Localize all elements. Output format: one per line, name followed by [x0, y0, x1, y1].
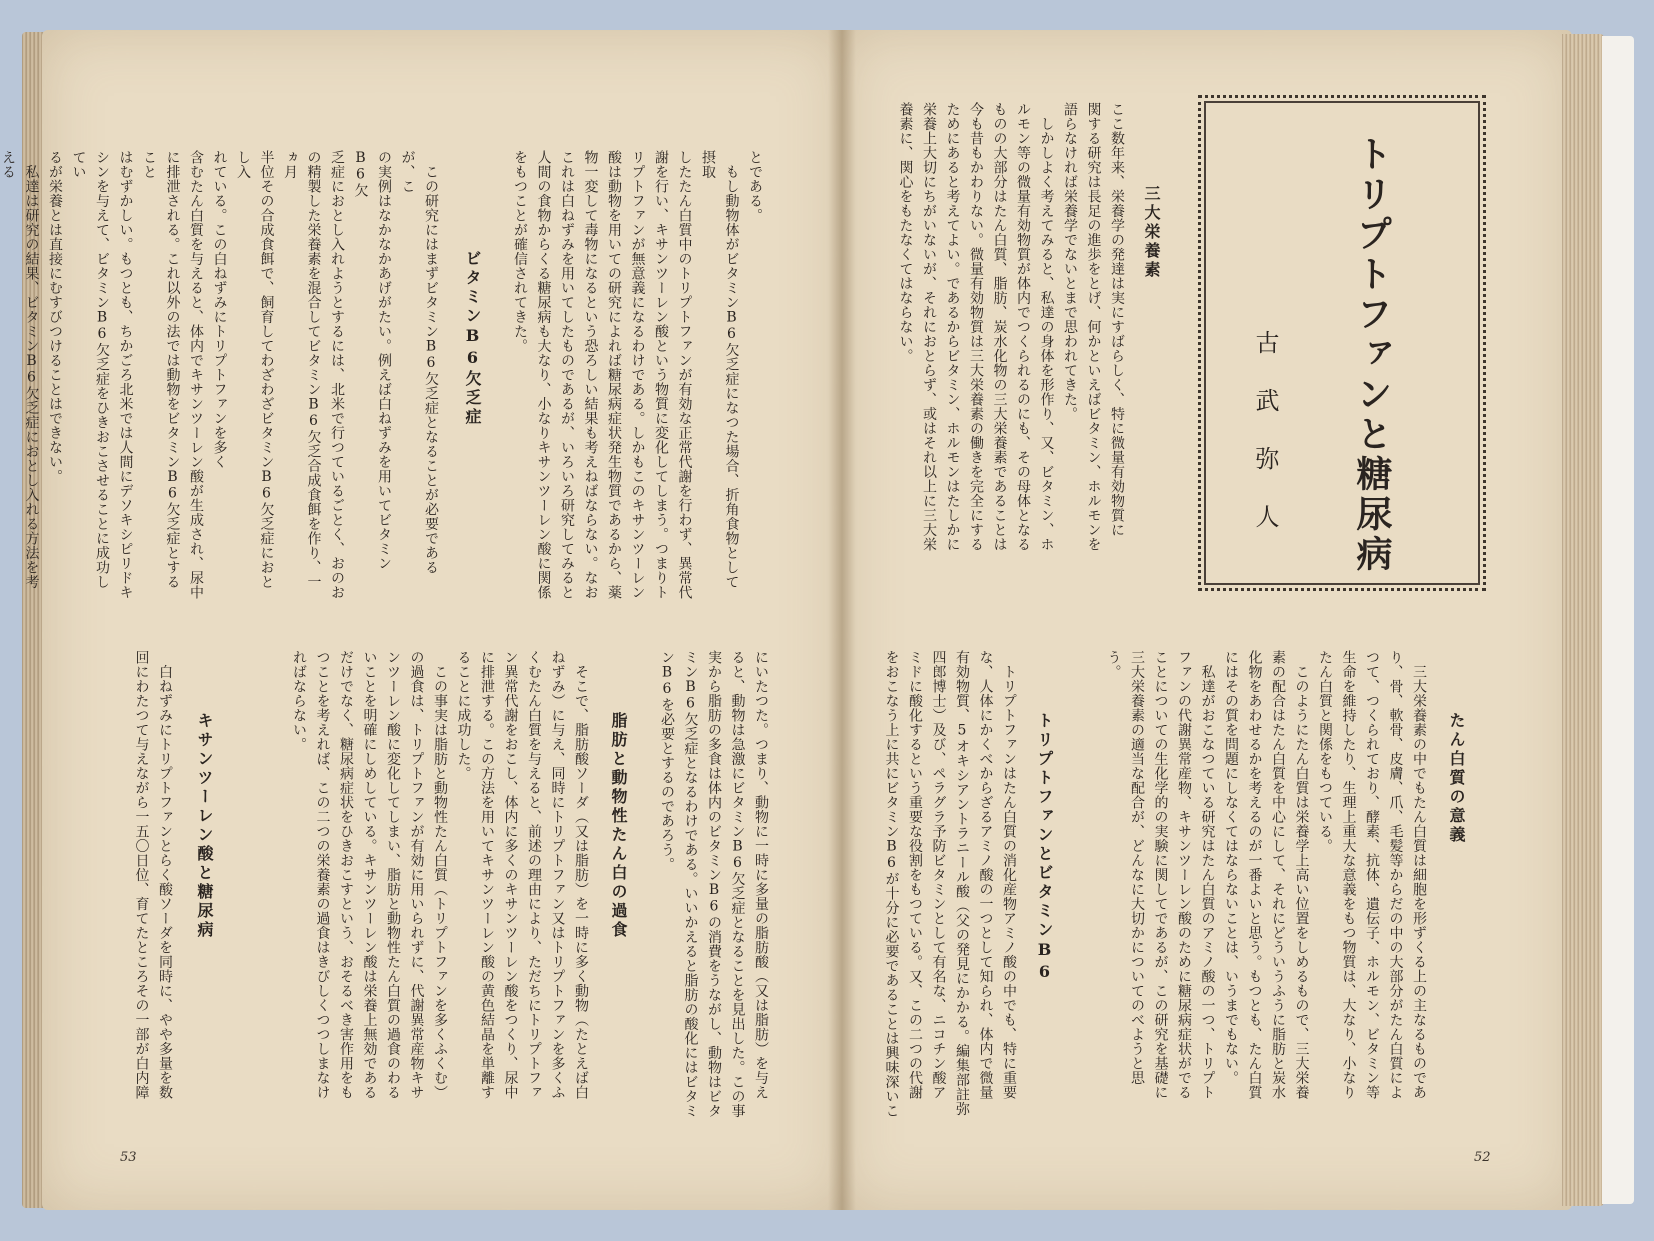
section-heading: 脂肪と動物性たん白の過食: [609, 712, 628, 940]
page-number: 52: [1474, 1150, 1491, 1165]
title-frame: [1198, 95, 1486, 591]
section-heading: たん白質の意義: [1447, 712, 1466, 845]
author-name: 古武弥人: [1251, 330, 1279, 562]
section-heading: キサンツーレン酸と糖尿病: [195, 712, 214, 940]
body-text: この研究にはまずビタミンB6欠乏症となることが必要であるが、こ の実例はなかなかあげがたい。例えば白ねずみを用いてビタミンB6欠 乏症におとし入れようとするには、北米で行つているごとく、おのお の精製した栄養素を混合してビタミンB6欠乏合成食餌を作り、一ヵ月 半位その合成食餌で、飼育してわざわざビタミンB6欠乏症におとし入 れている。この白ねずみにトリプトファンを多く 含むたん白質を与えると、体内でキサンツーレン酸が生成され、尿中 に排泄される。これ以外の法では動物をビタミンB6欠乏症とすること はむずかしい。もつとも、ちかごろ北米では人間にデソキシピリドキ シンを与えて、ビタミンB6欠乏症をひきおこさせることに成功してい るが栄養とは直接にむすびつけることはできない。 私達は研究の結果、ビタミンB6欠乏症におとし入れる方法を考える: [0, 150, 439, 600]
body-text: 白ねずみにトリプトファンとらく酸ソーダを同時に、やや多量を数 回にわたつて与えながら一五〇日位、育てたところその一部が白内障: [133, 650, 173, 1100]
book-spine: [828, 30, 856, 1210]
body-text: そこで、脂肪酸ソーダ（又は脂肪）を一時に多く動物（たとえば白 ねずみ）に与え、同時にトリプトファン又はトリプトファンを多くふ くむたん白質を与えると、前述の理由により、ただちにトリプトファ ン異常代謝をおこし、体内に多くのキサンツーレン酸をつくり、尿中 に排泄する。この方法を用いてキサンツーレン酸の黄色結晶を単離す ることに成功した。 この事実は脂肪と動物性たん白質（トリプトファンを多くふくむ） の過食は、トリプトファンが有効に用いられずに、代謝異常産物キサ ンツーレン酸に変化してしまい、脂肪と動物性たん白質の過食のわる いことを明確にしめしている。キサンツーレン酸は栄養上無効である だけでなく、糖尿病症状をひきおこすという、おそるべき害作用をも つことを考えれば、この二つの栄養素の過食はきびしくつつしまなけ ればならない。: [291, 650, 589, 1100]
body-text: 三大栄養素の中でもたん白質は細胞を形ずくる上の主なるものであ り、骨、軟骨、皮膚、爪、毛髪等からだの中の大部分がたん白質によ つて、つくられており、酵素、抗体、遺伝子、ホルモン、ビタミン等 生命を維持したり、生理上重大な意義をもつ物質は、大なり、小なり たん白質と関係をもつている。 このようにたん白質は栄養学上高い位置をしめるもので、三大栄養 素の配合はたん白質を中心にして、それにどういうふうに脂肪と炭水 化物をあわせるかを考えるのが一番よいと思う。もつとも、たん白質 にはその質を問題にしなくてはならないことは、いうまでもない。 私達がおこなつている研究はたん白質のアミノ酸の一つ、トリプト ファンの代謝異常産物、キサンツーレン酸のために糖尿病症状がでる ことについての生化学的の実験に関してであるが、この研究を基礎に 三大栄養素の適当な配合が、どんなに大切かについてのべようと思 う。: [1105, 650, 1427, 1100]
section-heading: 三大栄養素: [1142, 185, 1161, 280]
cover-sheet: [1602, 36, 1634, 1204]
section-heading: ビタミンB6欠乏症: [463, 250, 482, 427]
body-text: にいたつた。つまり、動物に一時に多量の脂肪酸（又は脂肪）を与え ると、動物は急激にビタミンB6欠乏症となることを見出した。この事 実から脂肪の多食は体内のビタミンB6の消費をうながし、動物はビタ ミンB6欠乏症となるわけである。いいかえると脂肪の酸化にはビタミ ンB6を必要とするのであろう。: [659, 650, 769, 1118]
section-heading: トリプトファンとビタミンB6: [1035, 712, 1054, 984]
page-edges-right: [1562, 34, 1604, 1206]
article-title: トリプトファンと糖尿病: [1351, 135, 1393, 575]
body-text: トリプトファンはたん白質の消化産物アミノ酸の中でも、特に重要 な、人体にかくべからざるアミノ酸の一つとして知られ、体内で微量 有効物質、5オキシアントラニール酸（父の発見にかかる。編集部註弥 四郎博士）及び、ペラグラ予防ビタミンとして有名な、ニコチン酸ア ミドに酸化するという重要な役割をもつている。又、この二つの代謝 をおこなう上に共にビタミンB6が十分に必要であることは興味深いこ: [883, 650, 1017, 1118]
body-text: とである。 もし動物体がビタミンB6欠乏症になつた場合、折角食物として摂取 したたん白質中のトリプトファンが有効な正常代謝を行わず、異常代 謝を行い、キサンツーレン酸という物質に変化してしまう。つまりト リプトファンが無意義になるわけである。しかもこのキサンツーレン 酸は動物を用いての研究によれば糖尿病症状発生物質であるから、薬 物一変して毒物になるという恐ろしい結果も考えねばならない。なお これは白ねずみを用いてしたものであるが、いろいろ研究してみると 人間の食物からくる糖尿病も大なり、小なりキサンツーレン酸に関係 をもつことが確信されてきた。: [512, 150, 763, 600]
page-number: 53: [120, 1150, 137, 1165]
body-text: ここ数年来、栄養学の発達は実にすばらしく、特に微量有効物質に 関する研究は長足の進歩をとげ、何かといえばビタミン、ホルモンを 語らなければ栄養学でないとまで思われてきた。 しかしよく考えてみると、私達の身体を形作り、又、ビタミン、ホ ルモン等の微量有効物質が体内でつくられるのにも、その母体となる ものの大部分はたん白質、脂肪、炭水化物の三大栄養素であることは 今も昔もかわりない。微量有効物質は三大栄養素の働きを完全にする ためにあると考えてよい。であるからビタミン、ホルモンはたしかに 栄養上大切にちがいないが、それにおとらず、或はそれ以上に三大栄 養素に、関心をもたなくてはならない。: [897, 102, 1125, 552]
